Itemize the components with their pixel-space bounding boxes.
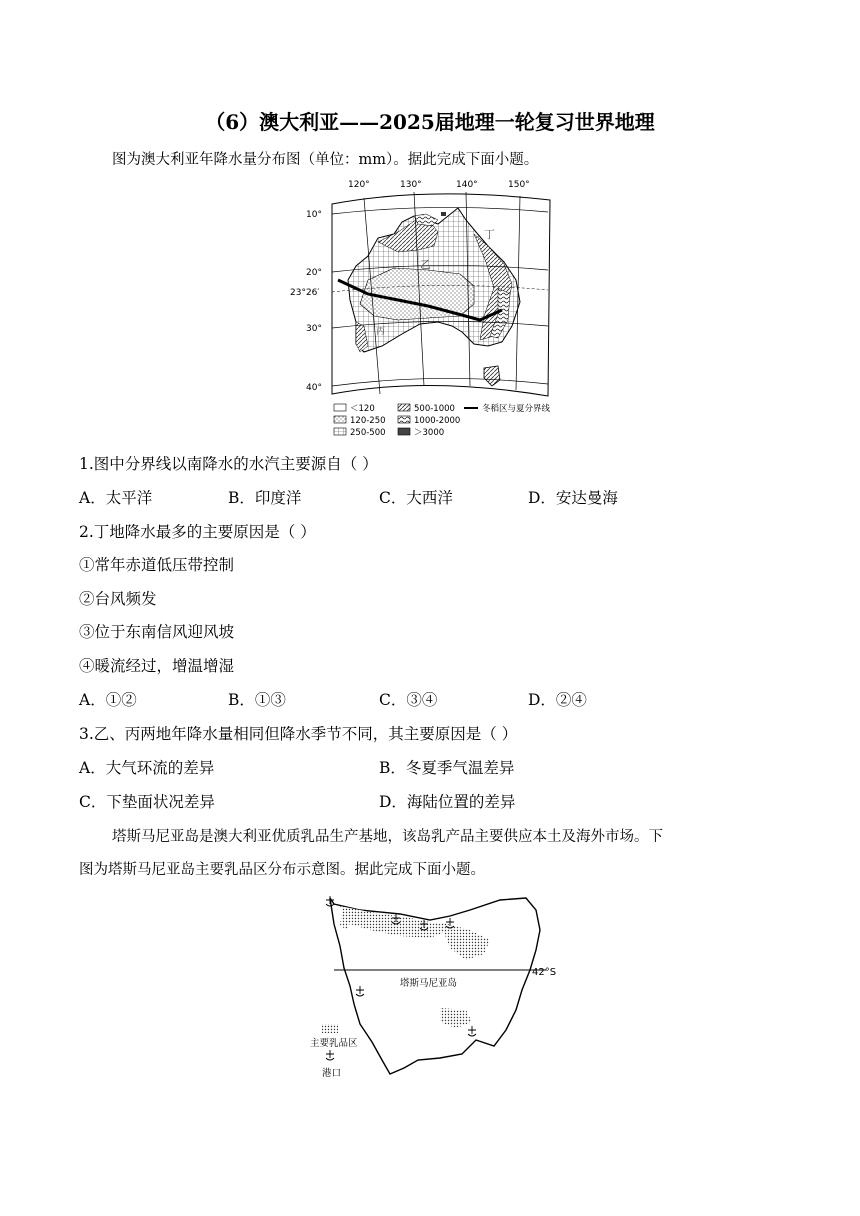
lat-label-20: 20° — [306, 268, 322, 278]
svg-text:250-500: 250-500 — [350, 428, 386, 438]
lon-label-120: 120° — [348, 180, 370, 190]
svg-text:120-250: 120-250 — [350, 416, 386, 426]
q3-option-c[interactable]: C．下垫面状况差异 — [79, 793, 215, 811]
q2-option-a[interactable]: A．①② — [79, 691, 137, 709]
lat-label-30: 30° — [306, 324, 322, 334]
svg-text:＜120: ＜120 — [350, 404, 375, 414]
legend-port-label: 港口 — [322, 1068, 342, 1079]
q2-option-c[interactable]: C．③④ — [379, 691, 438, 709]
svg-text:500-1000: 500-1000 — [414, 404, 455, 414]
svg-text:1000-2000: 1000-2000 — [414, 416, 461, 426]
tasmania-dairy-map — [300, 890, 570, 1090]
svg-text:＞3000: ＞3000 — [414, 428, 445, 438]
legend-dairy-label: 主要乳品区 — [310, 1038, 358, 1049]
q2-item-1: ①常年赤道低压带控制 — [79, 556, 235, 574]
question-3-stem: 3.乙、丙两地年降水量相同但降水季节不同，其主要原因是（ ） — [79, 725, 518, 743]
lon-label-130: 130° — [400, 180, 422, 190]
question-2-stem: 2.丁地降水最多的主要原因是（ ） — [79, 523, 316, 541]
lat-label-2326: 23°26′ — [290, 288, 320, 298]
lon-label-140: 140° — [456, 180, 478, 190]
map1-legend — [334, 403, 551, 438]
q2-item-2: ②台风频发 — [79, 590, 157, 608]
q3-option-a[interactable]: A．大气环流的差异 — [79, 759, 215, 777]
q2-item-3: ③位于东南信风迎风坡 — [79, 623, 235, 641]
q1-option-c[interactable]: C．大西洋 — [379, 489, 453, 507]
q2-item-4: ④暖流经过，增温增湿 — [79, 657, 235, 675]
intro-paragraph-2-line-2: 图为塔斯马尼亚岛主要乳品区分布示意图。据此完成下面小题。 — [79, 862, 485, 878]
page-title: （6）澳大利亚——2025届地理一轮复习世界地理 — [205, 110, 655, 134]
region-label-yi: 乙 — [420, 258, 431, 271]
q2-option-d[interactable]: D．②④ — [528, 691, 587, 709]
lon-label-150: 150° — [508, 180, 530, 190]
legend-port-icon — [326, 1050, 334, 1060]
latitude-label: 42°S — [532, 967, 557, 978]
q1-option-d[interactable]: D．安达曼海 — [528, 489, 618, 507]
lat-label-40: 40° — [306, 383, 322, 393]
intro-paragraph-1: 图为澳大利亚年降水量分布图（单位：mm）。据此完成下面小题。 — [112, 152, 539, 168]
region-label-bing: 丙 — [376, 327, 386, 337]
island-label: 塔斯马尼亚岛 — [400, 978, 458, 989]
region-label-ding: 丁 — [484, 228, 495, 241]
question-1-stem: 1.图中分界线以南降水的水汽主要源自（ ） — [79, 455, 378, 473]
q3-option-d[interactable]: D．海陆位置的差异 — [379, 793, 516, 811]
q1-option-a[interactable]: A．太平洋 — [79, 489, 153, 507]
q1-option-b[interactable]: B．印度洋 — [228, 489, 302, 507]
australia-rainfall-map — [290, 176, 558, 442]
intro-paragraph-2-line-1: 塔斯马尼亚岛是澳大利亚优质乳品生产基地，该岛乳产品主要供应本土及海外市场。下 — [112, 829, 663, 845]
lat-label-10: 10° — [306, 210, 322, 220]
q3-option-b[interactable]: B．冬夏季气温差异 — [379, 759, 515, 777]
svg-text:冬稻区与夏分界线: 冬稻区与夏分界线 — [482, 404, 551, 414]
q2-option-b[interactable]: B．①③ — [228, 691, 286, 709]
